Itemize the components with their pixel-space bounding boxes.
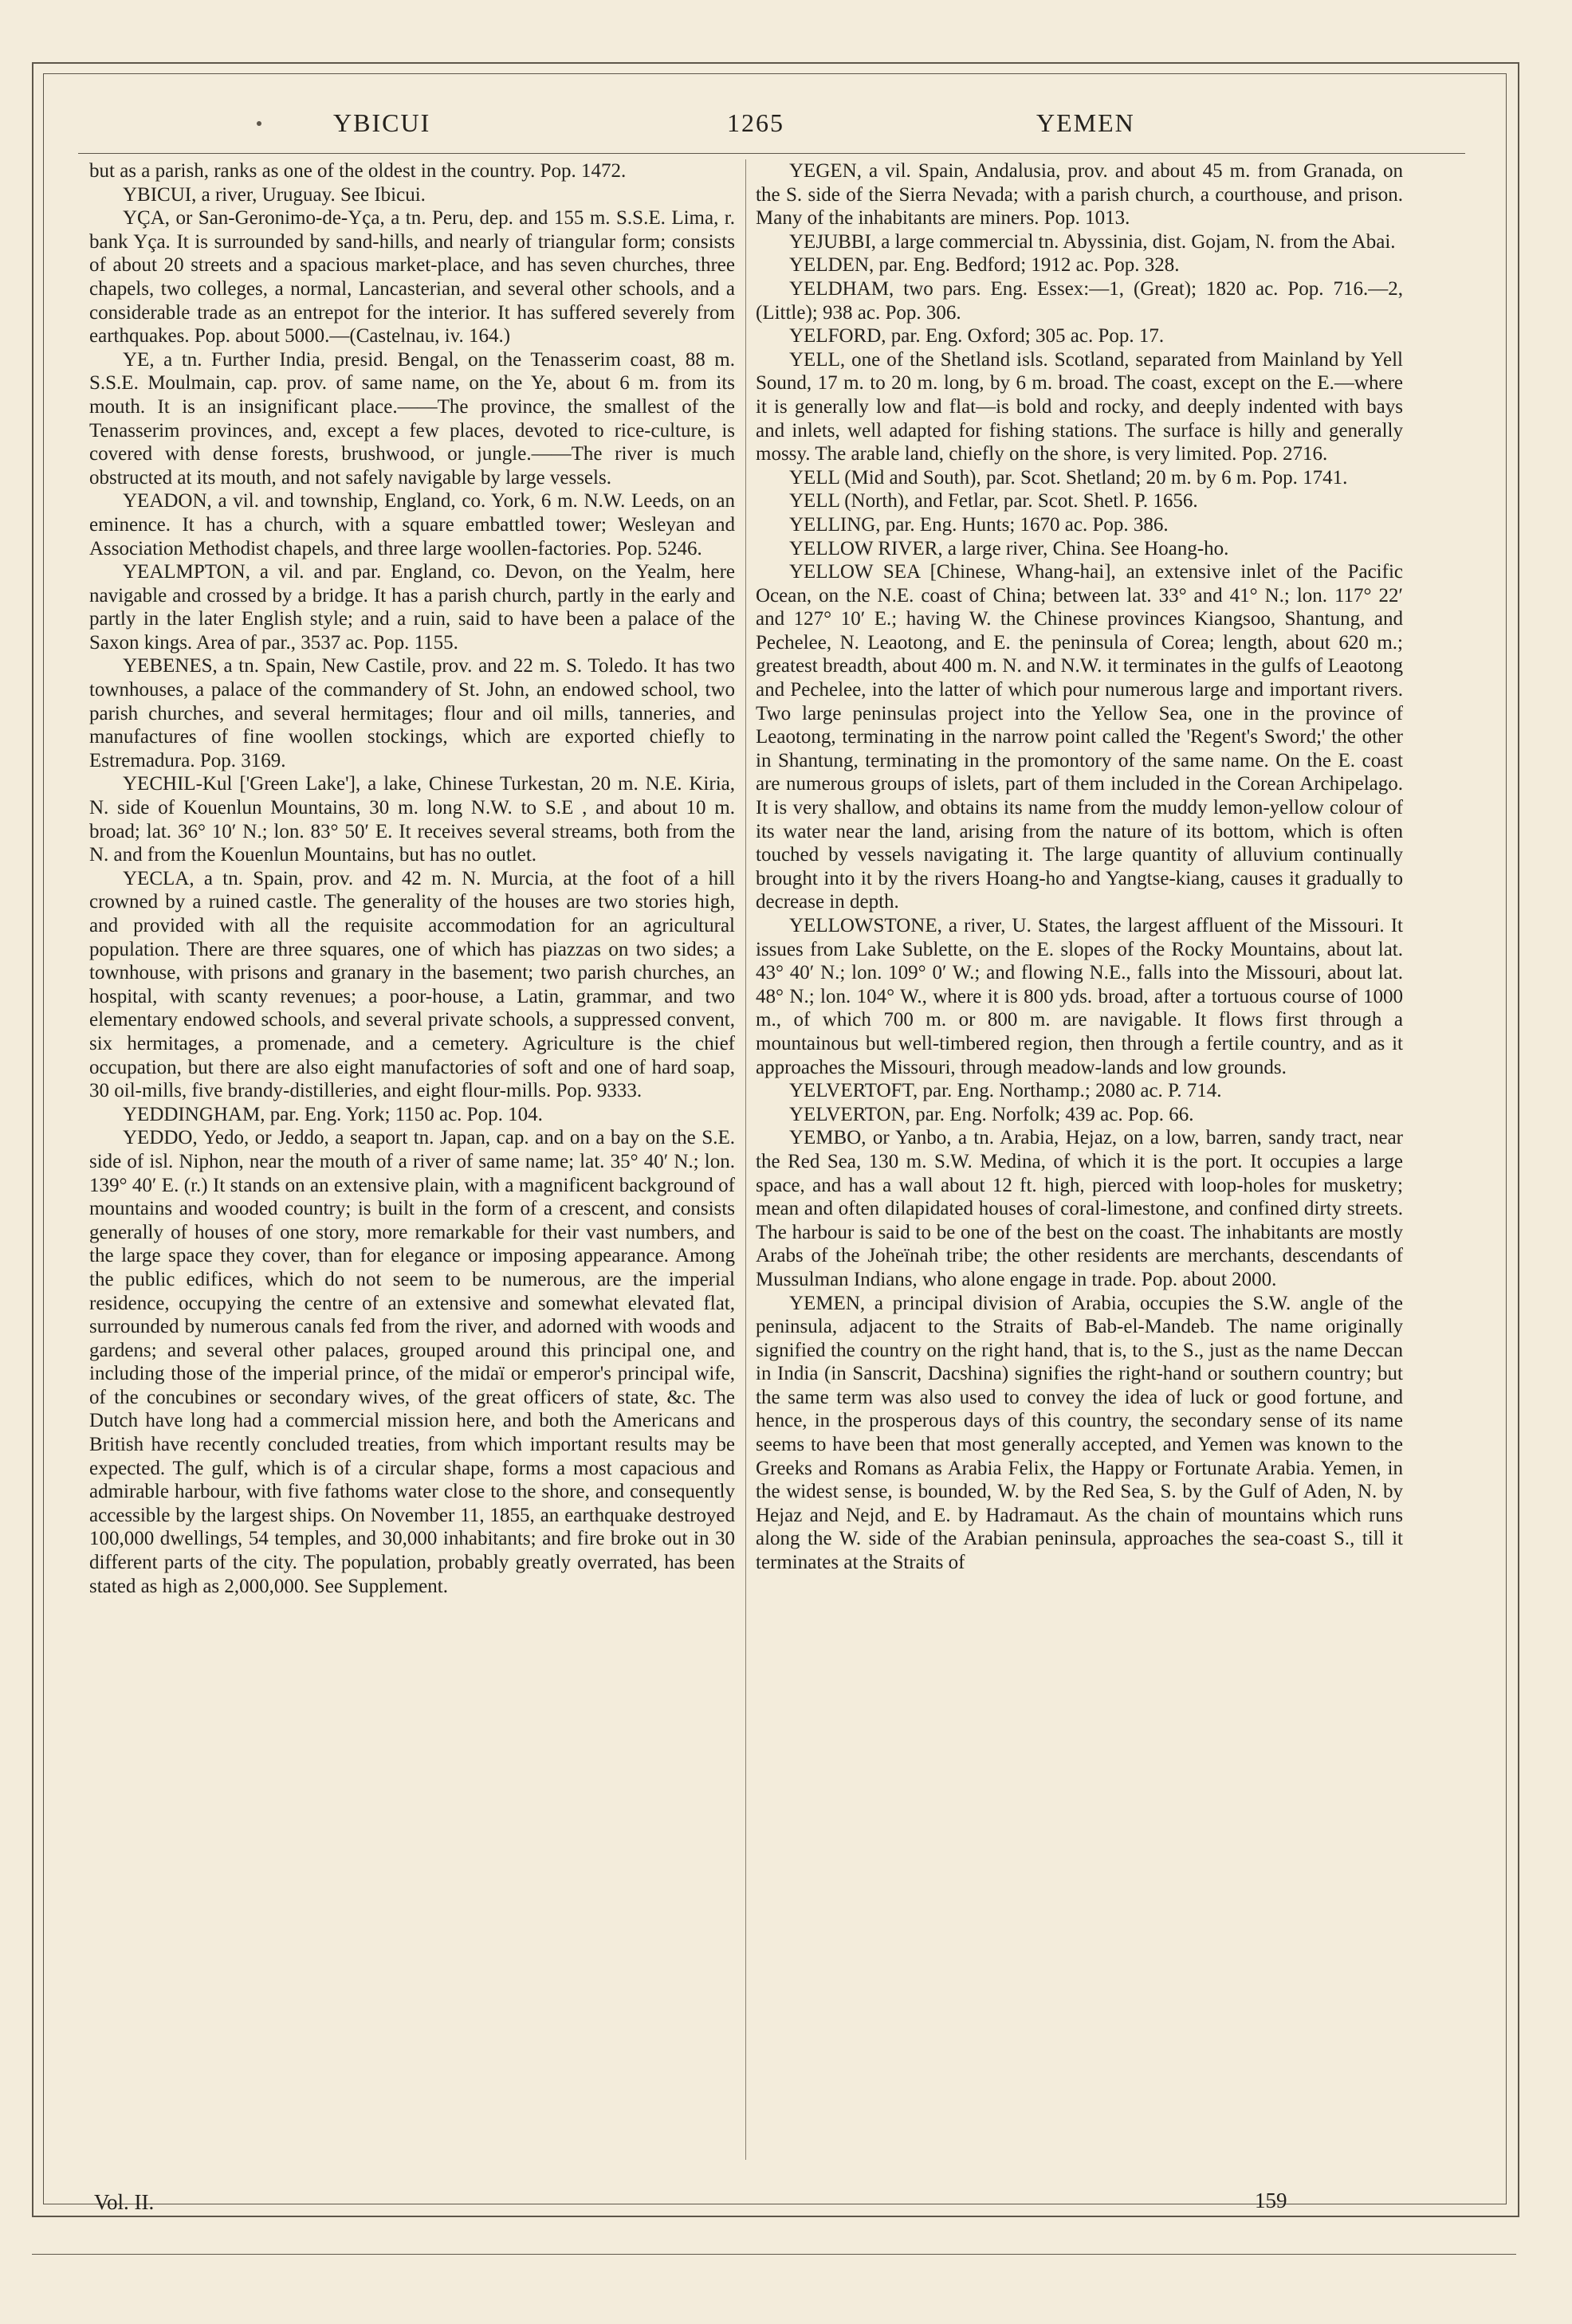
dictionary-entry: YEJUBBI, a large commercial tn. Abyssinia, dist. Gojam, N. from the Abai. <box>789 230 1396 253</box>
dictionary-entry: YELLOW SEA [Chinese, Whang-hai], an extensive inlet of the Pacific Ocean, on the N.E. coast of China; between lat. 33° and 41° N.; lon. 117° 22′ and 127° 10′ E.; having W. the Chinese provinces Kiangsoo, Shantung, and Pechelee, N. Leaotong, and E. the peninsula of Corea; length, about 620 m.; greatest breadth, about 400 m. N. and N.W. it terminates in the gulfs of Leaotong and Pechelee, into the latter of which pour numerous large and important rivers. Two large peninsulas project into the Yellow Sea, one in the province of Leaotong, terminating in the narrow point called the 'Regent's Sword;' the other in Shantung, terminating in the promontory of the same name. On the E. coast are numerous groups of islets, part of them included in the Corean Archipelago. It is very shallow, and obtains its name from the muddy lemon-yellow colour of its water near the land, arising from the nature of its bottom, which is often touched by vessels navigating it. The large quantity of alluvium continually brought into it by the rivers Hoang-ho and Yangtse-kiang, causes it gradually to decrease in depth. <box>756 561 1403 913</box>
dictionary-entry: YELL, one of the Shetland isls. Scotland, separated from Mainland by Yell Sound, 17 m. to 20 m. long, by 6 m. broad. The coast, except on the E.—where it is generally low and flat—is bold and rocky, and deeply indented with bays and inlets, well adapted for fishing stations. The surface is hilly and generally mossy. The arable land, chiefly on the shore, is very limited. Pop. 2716. <box>756 348 1403 465</box>
header-ornament-dot <box>257 121 261 126</box>
right-column <box>756 159 1403 2160</box>
bottom-rule <box>32 2254 1516 2255</box>
dictionary-entry: YELDHAM, two pars. Eng. Essex:—1, (Great); 1820 ac. Pop. 716.—2, (Little); 938 ac. Pop. 306. <box>756 277 1403 324</box>
dictionary-entry: YBICUI, a river, Uruguay. See Ibicui. <box>123 183 426 206</box>
dictionary-entry: YE, a tn. Further India, presid. Bengal, on the Tenasserim coast, 88 m. S.S.E. Moulmain, cap. prov. of same name, on the Ye, about 6 m. from its mouth. It is an insignificant place.——The province, the smallest of the Tenasserim provinces, and, except a few places, devoted to rice-culture, is covered with dense forests, brushwood, or jungle.——The river is much obstructed at its mouth, and not safely navigable by large vessels. <box>89 348 735 489</box>
running-head-right: YEMEN <box>1036 108 1135 137</box>
dictionary-entry: YEDDO, Yedo, or Jeddo, a seaport tn. Japan, cap. and on a bay on the S.E. side of isl. Niphon, near the mouth of a river of same name; lat. 35° 40′ N.; lon. 139° 40′ E. (r.) It stands on an extensive plain, with a magnificent background of mountains and wooded country; is built in the form of a crescent, and consists generally of houses of one story, more remarkable for their vast numbers, and the large space they cover, than for elegance or imposing appearance. Among the public edifices, which do not seem to be numerous, are the imperial residence, occupying the centre of an extensive and somewhat elevated flat, surrounded by numerous canals fed from the river, and adorned with woods and gardens; and several other palaces, grouped around this principal one, and including those of the imperial prince, of the midaï or emperor's principal wife, of the concubines or secondary wives, of the great officers of state, &c. The Dutch have long had a commercial mission here, and both the Americans and British have recently concluded treaties, from which important results may be expected. The gulf, which is of a circular shape, forms a most capacious and admirable harbour, with five fathoms water close to the shore, and consequently accessible by the largest ships. On November 11, 1855, an earthquake destroyed 100,000 dwellings, 54 temples, and 30,000 inhabitants; and fire broke out in 30 different parts of the city. The population, probably greatly overrated, has been stated as high as 2,000,000. See Supplement. <box>89 1127 735 1597</box>
dictionary-entry: but as a parish, ranks as one of the oldest in the country. Pop. 1472. <box>89 160 627 182</box>
dictionary-entry: YEBENES, a tn. Spain, New Castile, prov. and 22 m. S. Toledo. It has two townhouses, a palace of the commandery of St. John, an endowed school, two parish churches, and several hermitages; flour and oil mills, tanneries, and manufactures of fine woollen stockings, which are exported chiefly to Estremadura. Pop. 3169. <box>89 655 735 771</box>
volume-marker: Vol. II. <box>94 2190 155 2214</box>
header-rule <box>78 153 1465 154</box>
column-divider <box>745 159 746 2160</box>
dictionary-entry: YELL (North), and Fetlar, par. Scot. Shetl. P. 1656. <box>789 490 1198 512</box>
dictionary-entry: YEGEN, a vil. Spain, Andalusia, prov. and about 45 m. from Granada, on the S. side of the Sierra Nevada; with a parish church, a courthouse, and prison. Many of the inhabitants are miners. Pop. 1013. <box>756 160 1403 230</box>
dictionary-entry: YELVERTOFT, par. Eng. Northamp.; 2080 ac. P. 714. <box>789 1080 1222 1102</box>
dictionary-entry: YELL (Mid and South), par. Scot. Shetland; 20 m. by 6 m. Pop. 1741. <box>789 466 1348 489</box>
dictionary-entry: YEDDINGHAM, par. Eng. York; 1150 ac. Pop. 104. <box>123 1103 543 1125</box>
page-number: 1265 <box>727 108 784 137</box>
dictionary-entry: YEADON, a vil. and township, England, co. York, 6 m. N.W. Leeds, on an eminence. It has a church, with a square embattled tower; Wesleyan and Association Methodist chapels, and three large woollen-factories. Pop. 5246. <box>89 490 735 559</box>
dictionary-entry: YEMEN, a principal division of Arabia, occupies the S.W. angle of the peninsula, adjacent to the Straits of Bab-el-Mandeb. The name originally signified the country on the right hand, that is, to the S., just as the name Deccan in India (in Sanscrit, Dacshina) signifies the right-hand or southern country; but the same term was also used to convey the idea of luck or good fortune, and hence, in the prosperous days of this country, the secondary sense of its name seems to have been that most generally accepted, and Yemen was known to the Greeks and Romans as Arabia Felix, the Happy or Fortunate Arabia. Yemen, in the widest sense, is bounded, W. by the Red Sea, S. by the Gulf of Aden, N. by Hejaz and Nejd, and E. by Hadramaut. As the chain of mountains which runs along the W. side of the Arabian peninsula, approaches the sea-coast S., till it terminates at the Straits of <box>756 1292 1403 1574</box>
dictionary-entry: YELVERTON, par. Eng. Norfolk; 439 ac. Pop. 66. <box>789 1103 1194 1125</box>
dictionary-entry: YELDEN, par. Eng. Bedford; 1912 ac. Pop. 328. <box>789 254 1180 277</box>
dictionary-entry: YELLOWSTONE, a river, U. States, the largest affluent of the Missouri. It issues from Lake Sublette, on the E. slopes of the Rocky Mountains, about lat. 43° 40′ N.; lon. 109° 0′ W.; and flowing N.E., falls into the Missouri, about lat. 48° N.; lon. 104° W., where it is 800 yds. broad, after a tortuous course of 1000 m., of which 700 m. or 800 m. are navigable. It flows first through a mountainous but well-timbered region, then through a fertile country, and as it approaches the Missouri, through meadow-lands and low grounds. <box>756 915 1403 1078</box>
dictionary-entry: YECLA, a tn. Spain, prov. and 42 m. N. Murcia, at the foot of a hill crowned by a ruined castle. The generality of the houses are two stories high, and provided with all the requisite accommodation for an agricultural population. There are three squares, one of which has piazzas on two sides; a townhouse, with prisons and granary in the basement; two parish churches, an hospital, with scanty revenues; a poor-house, a Latin, grammar, and two elementary endowed schools, and several private schools, a suppressed convent, six hermitages, a promenade, and a cemetery. Agriculture is the chief occupation, but there are also eight manufactories of soft and one of hard soap, 30 oil-mills, five brandy-distilleries, and eight flour-mills. Pop. 9333. <box>89 867 735 1102</box>
dictionary-entry: YELLING, par. Eng. Hunts; 1670 ac. Pop. 386. <box>789 513 1169 536</box>
left-column <box>89 159 735 2160</box>
signature-mark: 159 <box>1255 2189 1287 2212</box>
dictionary-entry: YECHIL-Kul ['Green Lake'], a lake, Chinese Turkestan, 20 m. N.E. Kiria, N. side of Kouenlun Mountains, 30 m. long N.W. to S.E , and about 10 m. broad; lat. 36° 10′ N.; lon. 83° 50′ E. It receives several streams, both from the N. and from the Kouenlun Mountains, but has no outlet. <box>89 773 735 866</box>
dictionary-entry: YELFORD, par. Eng. Oxford; 305 ac. Pop. 17. <box>789 325 1165 347</box>
dictionary-entry: YEALMPTON, a vil. and par. England, co. Devon, on the Yealm, here navigable and crossed by a bridge. It has a parish church, partly in the early and partly in the later English style; and a ruin, said to have been a palace of the Saxon kings. Area of par., 3537 ac. Pop. 1155. <box>89 561 735 654</box>
running-head-left: YBICUI <box>333 108 431 137</box>
dictionary-entry: YEMBO, or Yanbo, a tn. Arabia, Hejaz, on a low, barren, sandy tract, near the Red Sea, 130 m. S.W. Medina, of which it is the port. It occupies a large space, and has a wall about 12 ft. high, pierced with loop-holes for musketry; mean and often dilapidated houses of coral-limestone, and confined dirty streets. The harbour is said to be one of the best on the coast. The inhabitants are mostly Arabs of the Joheïnah tribe; the other residents are merchants, descendants of Mussulman Indians, who alone engage in trade. Pop. about 2000. <box>756 1127 1403 1290</box>
dictionary-entry: YÇA, or San-Geronimo-de-Yça, a tn. Peru, dep. and 155 m. S.S.E. Lima, r. bank Yça. It is surrounded by sand-hills, and nearly of triangular form; consists of about 20 streets and a spacious market-place, and has seven churches, three chapels, two colleges, a normal, Lancasterian, and several other schools, and a considerable trade as an entrepot for the interior. It has suffered severely from earthquakes. Pop. about 5000.—(Castelnau, iv. 164.) <box>89 207 735 347</box>
dictionary-entry: YELLOW RIVER, a large river, China. See Hoang-ho. <box>789 537 1229 559</box>
